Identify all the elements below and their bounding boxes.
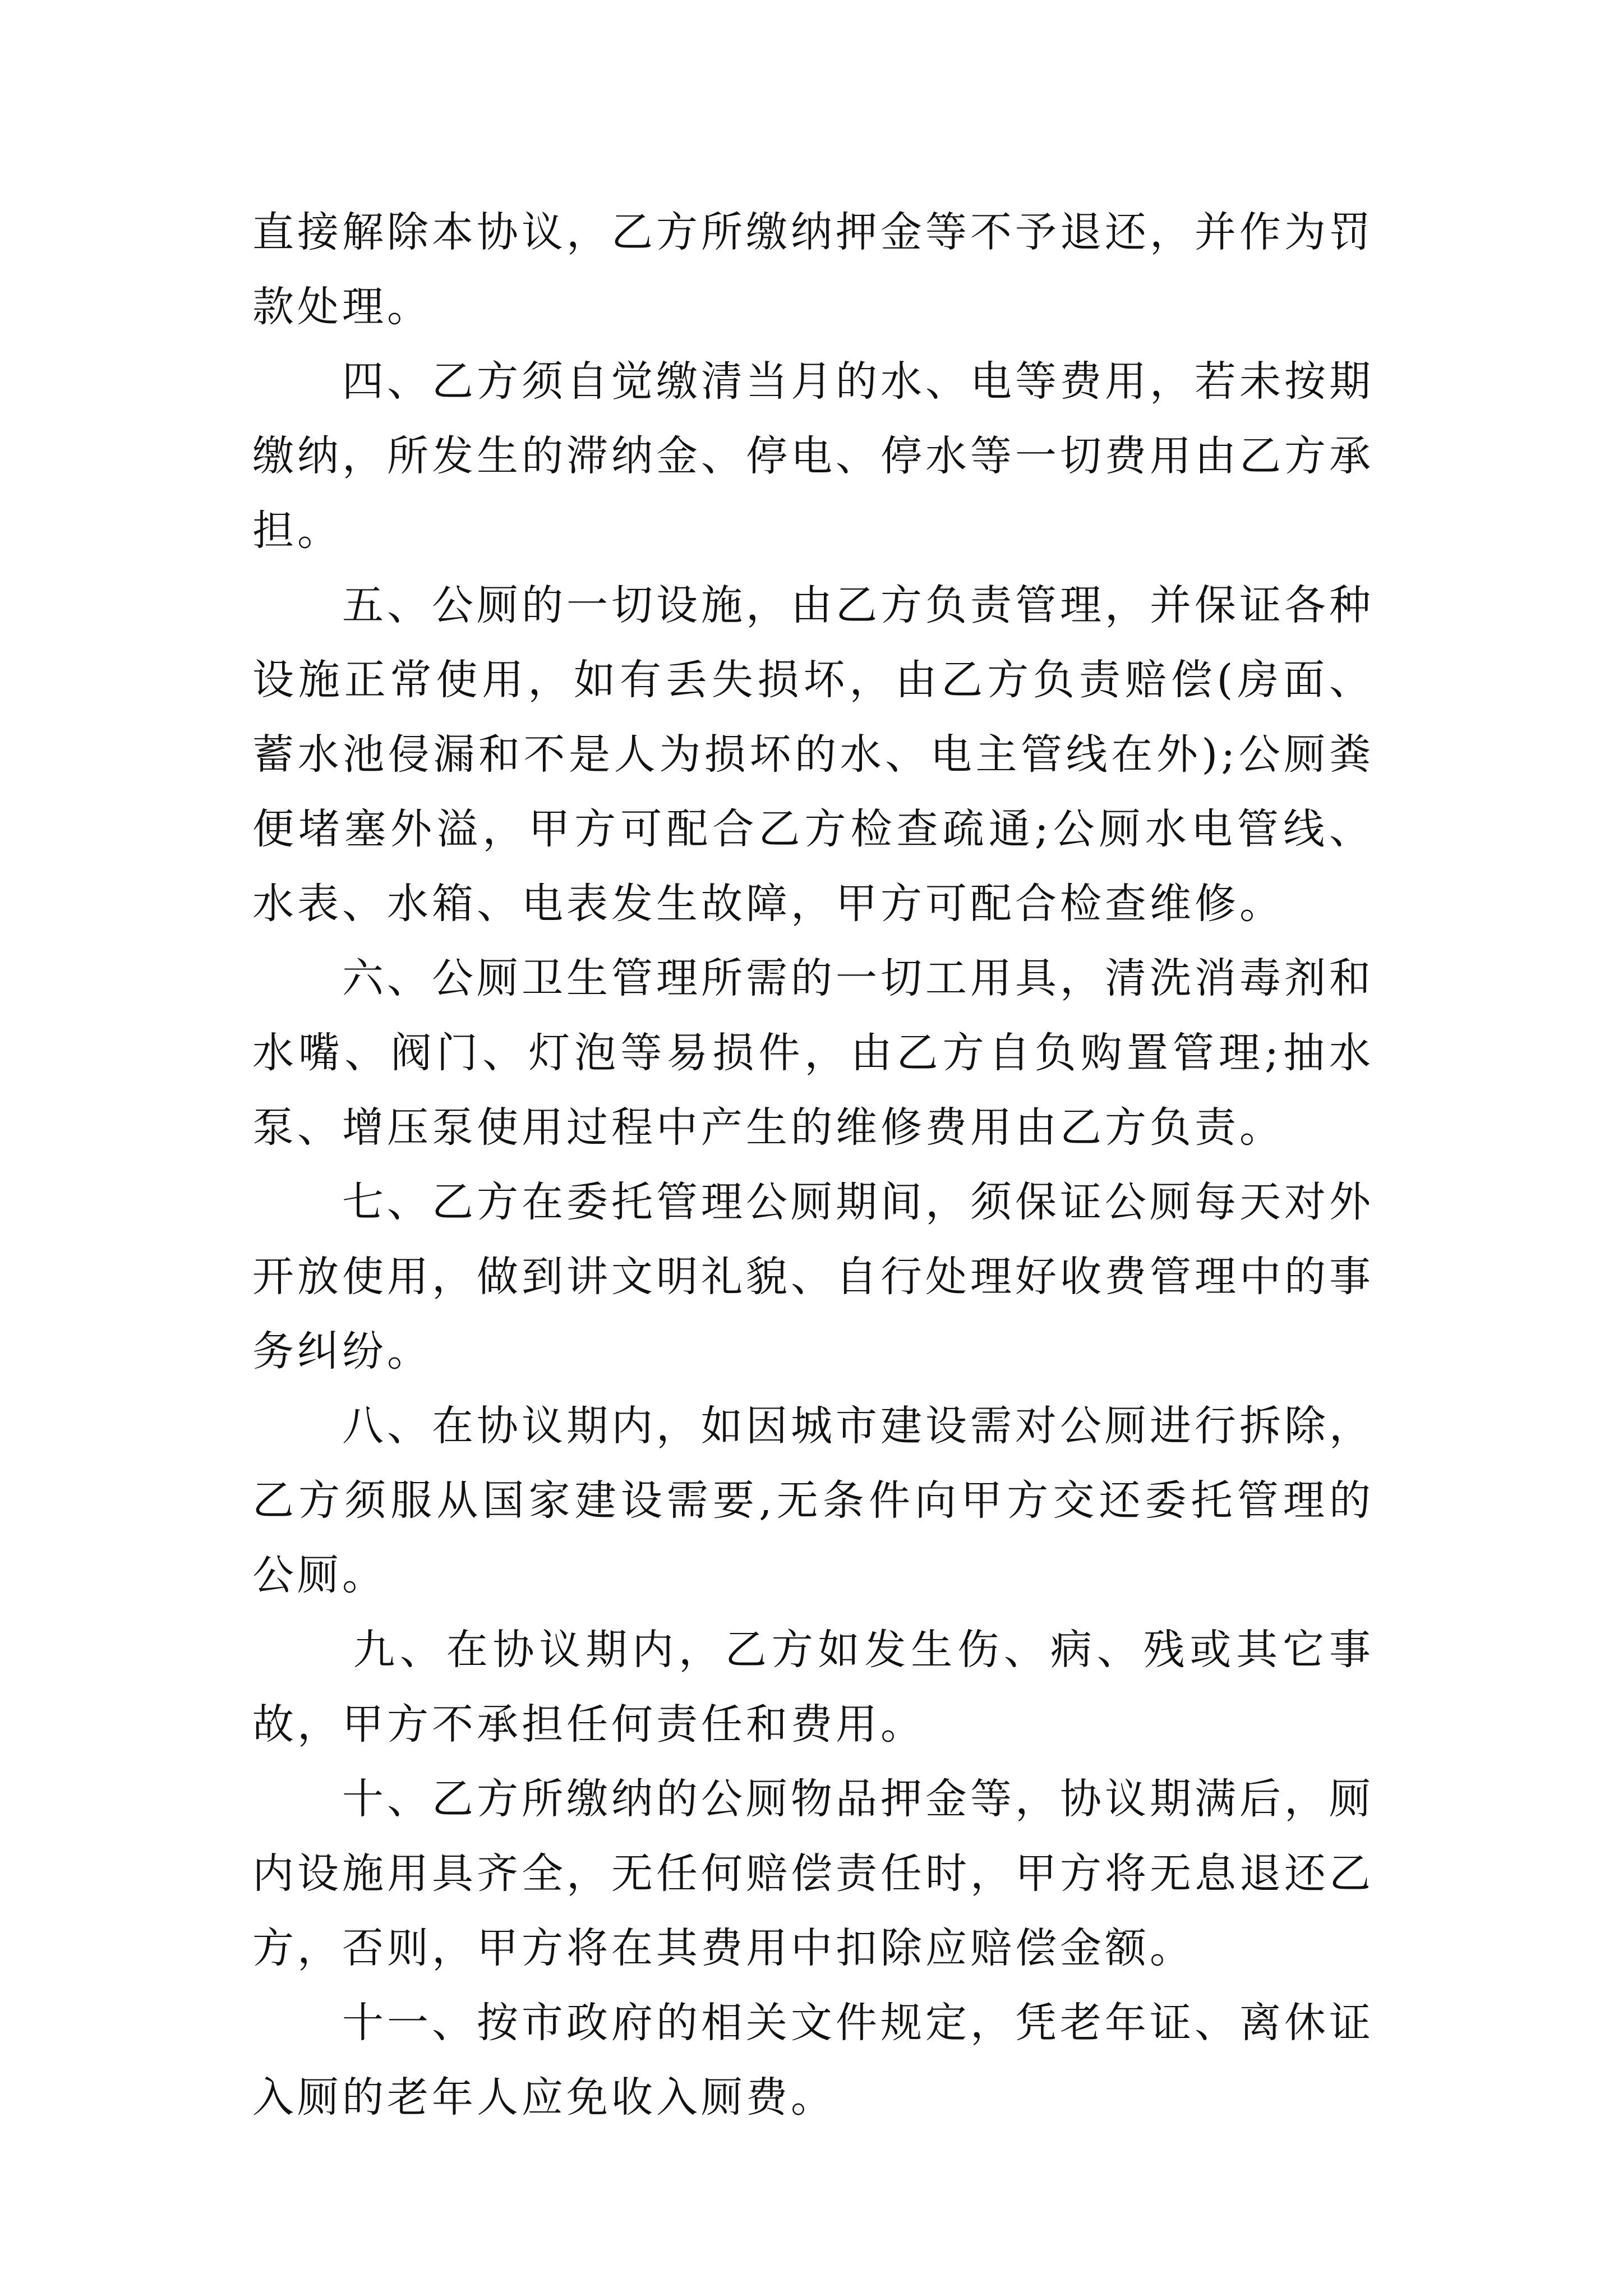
paragraph-clause-8: 八、在协议期内，如因城市建设需对公厕进行拆除，乙方须服从国家建设需要,无条件向甲方交还委托管理的公厕。	[252, 1402, 1374, 1599]
paragraph-clause-9: 九、在协议期内，乙方如发生伤、病、残或其它事故，甲方不承担任何责任和费用。	[252, 1626, 1374, 1749]
paragraph-clause-11: 十一、按市政府的相关文件规定，凭老年证、离休证入厕的老年人应免收入厕费。	[252, 1999, 1374, 2122]
paragraph-clause-6: 六、公厕卫生管理所需的一切工用具，清洗消毒剂和水嘴、阀门、灯泡等易损件，由乙方自负购置管理;抽水泵、增压泵使用过程中产生的维修费用由乙方负责。	[252, 954, 1374, 1152]
document-body	[252, 195, 1374, 2135]
paragraph-continuation: 直接解除本协议，乙方所缴纳押金等不予退还，并作为罚款处理。	[252, 208, 1374, 331]
paragraph-clause-4: 四、乙方须自觉缴清当月的水、电等费用，若未按期缴纳，所发生的滞纳金、停电、停水等一切费用由乙方承担。	[252, 357, 1374, 555]
paragraph-clause-10: 十、乙方所缴纳的公厕物品押金等，协议期满后，厕内设施用具齐全，无任何赔偿责任时，甲方将无息退还乙方，否则，甲方将在其费用中扣除应赔偿金额。	[252, 1775, 1374, 1972]
paragraph-clause-7: 七、乙方在委托管理公厕期间，须保证公厕每天对外开放使用，做到讲文明礼貌、自行处理好收费管理中的事务纠纷。	[252, 1178, 1374, 1375]
paragraph-clause-5: 五、公厕的一切设施，由乙方负责管理，并保证各种设施正常使用，如有丢失损坏，由乙方负责赔偿(房面、蓄水池侵漏和不是人为损坏的水、电主管线在外);公厕粪便堵塞外溢，甲方可配合乙方检查疏通;公厕水电管线、水表、水箱、电表发生故障，甲方可配合检查维修。	[252, 581, 1374, 928]
